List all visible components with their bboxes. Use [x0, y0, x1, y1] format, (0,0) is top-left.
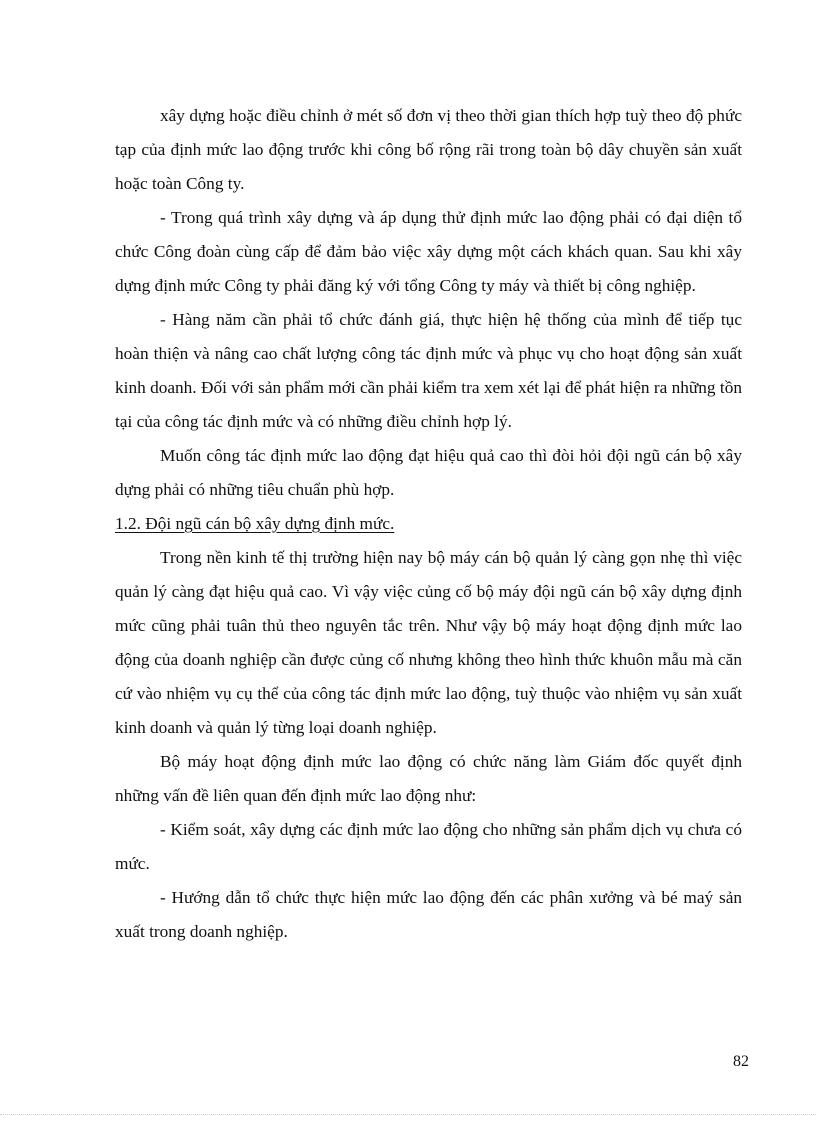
- paragraph-8: - Hướng dẫn tổ chức thực hiện mức lao động đến các phân xưởng và bé maý sản xuất trong doanh nghiệp.: [115, 888, 742, 941]
- paragraph-5: Trong nền kinh tế thị trường hiện nay bộ máy cán bộ quản lý càng gọn nhẹ thì việc quản lý càng đạt hiệu quả cao. Vì vậy việc củng cố bộ máy đội ngũ cán bộ xây dựng định mức cũng phải tuân thủ theo nguyên tắc trên. Như vậy bộ máy hoạt động định mức lao động của doanh nghiệp cần được củng cố nhưng không theo hình thức khuôn mẫu mà căn cứ vào nhiệm vụ cụ thể của công tác định mức lao động, tuỳ thuộc vào nhiệm vụ sản xuất kinh doanh và quản lý từng loại doanh nghiệp.: [115, 548, 742, 737]
- section-heading: 1.2. Đội ngũ cán bộ xây dựng định mức.: [115, 514, 395, 533]
- paragraph-6: Bộ máy hoạt động định mức lao động có chức năng làm Giám đốc quyết định những vấn đề liên quan đến định mức lao động như:: [115, 752, 742, 805]
- paragraph-1: xây dựng hoặc điều chỉnh ở mét số đơn vị theo thời gian thích hợp tuỳ theo độ phức tạp của định mức lao động trước khi công bố rộng rãi trong toàn bộ dây chuyền sản xuất hoặc toàn Công ty.: [115, 106, 742, 193]
- paragraph-3: - Hàng năm cần phải tổ chức đánh giá, thực hiện hệ thống của mình để tiếp tục hoàn thiện và nâng cao chất lượng công tác định mức và phục vụ cho hoạt động sản xuất kinh doanh. Đối với sản phẩm mới cần phải kiểm tra xem xét lại để phát hiện ra những tồn tại của công tác định mức và có những điều chỉnh hợp lý.: [115, 310, 742, 431]
- paragraph-7: - Kiểm soát, xây dựng các định mức lao động cho những sản phẩm dịch vụ chưa có mức.: [115, 820, 742, 873]
- paragraph-2: - Trong quá trình xây dựng và áp dụng thử định mức lao động phải có đại diện tổ chức Công đoàn cùng cấp để đảm bảo việc xây dựng một cách khách quan. Sau khi xây dựng định mức Công ty phải đăng ký với tổng Công ty máy và thiết bị công nghiệp.: [115, 208, 742, 295]
- page-number: 82: [733, 1053, 749, 1070]
- document-body: [115, 99, 742, 949]
- bottom-divider: [0, 1114, 816, 1115]
- paragraph-4: Muốn công tác định mức lao động đạt hiệu quả cao thì đòi hỏi đội ngũ cán bộ xây dựng phải có những tiêu chuẩn phù hợp.: [115, 446, 742, 499]
